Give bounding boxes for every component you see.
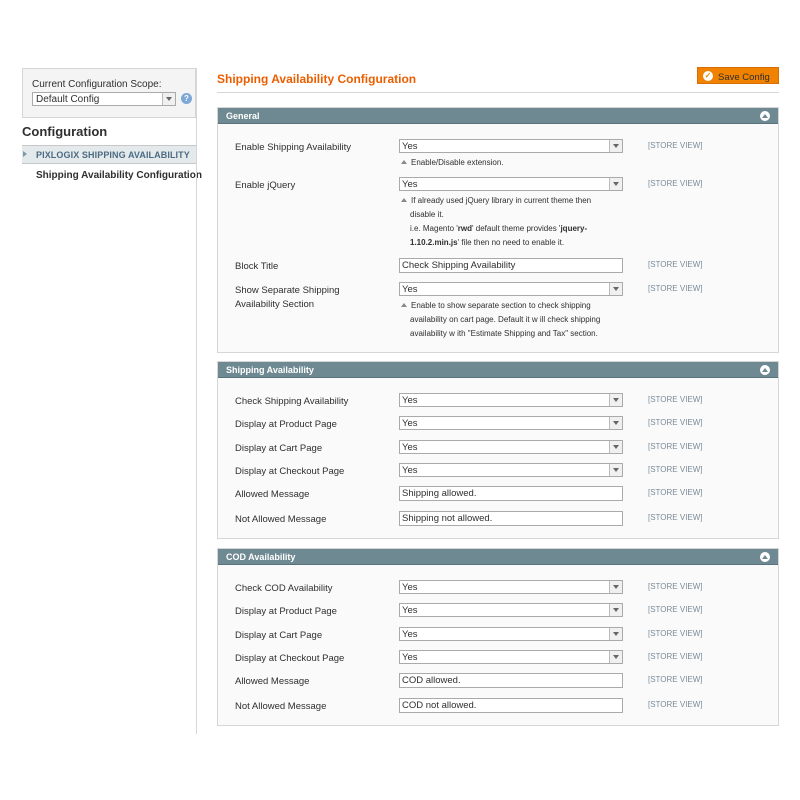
chevron-down-icon xyxy=(162,93,175,105)
field-label: Not Allowed Message xyxy=(235,701,327,712)
label-line: Availability Section xyxy=(235,299,315,310)
field-label xyxy=(235,284,340,312)
save-config-label: Save Config xyxy=(718,72,770,83)
field-label: Not Allowed Message xyxy=(235,514,327,525)
note-bold: jquery- xyxy=(560,224,588,233)
field-label: Display at Cart Page xyxy=(235,630,323,641)
store-view-scope: [STORE VIEW] xyxy=(648,141,703,150)
note-text: Enable to show separate section to check shipping xyxy=(411,301,591,310)
input-value: COD not allowed. xyxy=(402,700,477,711)
sidebar-border xyxy=(196,68,197,734)
select-value: Yes xyxy=(402,465,418,476)
store-view-scope: [STORE VIEW] xyxy=(648,284,703,293)
store-view-scope: [STORE VIEW] xyxy=(648,700,703,709)
field-label: Enable jQuery xyxy=(235,180,296,191)
sidebar-item-shipping-availability-configuration[interactable]: Shipping Availability Configuration xyxy=(36,170,202,181)
field-label: Enable Shipping Availability xyxy=(235,142,352,153)
note-text: disable it. xyxy=(410,210,444,219)
section-title: General xyxy=(226,111,260,121)
scope-select-value: Default Config xyxy=(36,94,100,105)
field-note xyxy=(401,156,621,170)
field-note xyxy=(401,194,621,250)
store-view-scope: [STORE VIEW] xyxy=(648,675,703,684)
field-label: Display at Checkout Page xyxy=(235,466,345,477)
collapse-icon[interactable] xyxy=(760,365,770,375)
select-value: Yes xyxy=(402,284,418,295)
display-product-page-select[interactable] xyxy=(399,416,623,430)
save-config-button[interactable] xyxy=(697,67,779,84)
allowed-message-input[interactable] xyxy=(399,486,623,501)
sidebar-title: Configuration xyxy=(22,124,108,139)
enable-jquery-select[interactable] xyxy=(399,177,623,191)
field-label: Allowed Message xyxy=(235,676,310,687)
input-value: Check Shipping Availability xyxy=(402,260,516,271)
not-allowed-message-input[interactable] xyxy=(399,511,623,526)
help-icon[interactable]: ? xyxy=(181,93,192,104)
chevron-down-icon xyxy=(609,464,622,476)
note-text: availability on cart page. Default it w ill check shipping xyxy=(410,315,601,324)
section-title: Shipping Availability xyxy=(226,365,314,375)
note-text: ' default theme provides ' xyxy=(472,224,561,233)
triangle-up-icon xyxy=(401,303,407,307)
chevron-down-icon xyxy=(609,651,622,663)
store-view-scope: [STORE VIEW] xyxy=(648,582,703,591)
note-text: Enable/Disable extension. xyxy=(411,158,504,167)
store-view-scope: [STORE VIEW] xyxy=(648,488,703,497)
select-value: Yes xyxy=(402,179,418,190)
store-view-scope: [STORE VIEW] xyxy=(648,652,703,661)
cod-display-checkout-page-select[interactable] xyxy=(399,650,623,664)
field-label: Allowed Message xyxy=(235,489,310,500)
input-value: Shipping allowed. xyxy=(402,488,477,499)
field-label: Check Shipping Availability xyxy=(235,396,349,407)
triangle-up-icon xyxy=(401,198,407,202)
store-view-scope: [STORE VIEW] xyxy=(648,629,703,638)
section-cod-availability xyxy=(217,548,779,726)
triangle-right-icon xyxy=(23,151,27,157)
note-text: ' file then no need to enable it. xyxy=(457,238,565,247)
check-icon: ✓ xyxy=(704,71,712,80)
section-shipping-availability xyxy=(217,361,779,539)
cod-display-product-page-select[interactable] xyxy=(399,603,623,617)
field-label: Block Title xyxy=(235,261,279,272)
field-note xyxy=(401,299,621,341)
note-text: availability w ith "Estimate Shipping and Tax" section. xyxy=(410,329,598,338)
page-title: Shipping Availability Configuration xyxy=(217,72,417,86)
select-value: Yes xyxy=(402,582,418,593)
chevron-down-icon xyxy=(609,604,622,616)
title-divider xyxy=(217,92,779,93)
section-general xyxy=(217,107,779,353)
note-bold: 1.10.2.min.js xyxy=(410,238,458,247)
select-value: Yes xyxy=(402,652,418,663)
store-view-scope: [STORE VIEW] xyxy=(648,395,703,404)
field-label: Check COD Availability xyxy=(235,583,333,594)
chevron-down-icon xyxy=(609,417,622,429)
note-bold: rwd xyxy=(457,224,473,233)
input-value: COD allowed. xyxy=(402,675,461,686)
field-label: Display at Cart Page xyxy=(235,443,323,454)
store-view-scope: [STORE VIEW] xyxy=(648,605,703,614)
field-label: Display at Checkout Page xyxy=(235,653,345,664)
chevron-down-icon xyxy=(609,441,622,453)
enable-shipping-availability-select[interactable] xyxy=(399,139,623,153)
section-cod-availability-header[interactable] xyxy=(218,549,778,565)
triangle-up-icon xyxy=(401,160,407,164)
cod-allowed-message-input[interactable] xyxy=(399,673,623,688)
store-view-scope: [STORE VIEW] xyxy=(648,179,703,188)
collapse-icon[interactable] xyxy=(760,111,770,121)
store-view-scope: [STORE VIEW] xyxy=(648,513,703,522)
check-shipping-availability-select[interactable] xyxy=(399,393,623,407)
cod-display-cart-page-select[interactable] xyxy=(399,627,623,641)
chevron-down-icon xyxy=(609,140,622,152)
scope-label: Current Configuration Scope: xyxy=(32,79,162,90)
chevron-down-icon xyxy=(609,283,622,295)
field-label: Display at Product Page xyxy=(235,606,337,617)
note-text: i.e. Magento ' xyxy=(410,224,458,233)
select-value: Yes xyxy=(402,442,418,453)
display-cart-page-select[interactable] xyxy=(399,440,623,454)
check-cod-availability-select[interactable] xyxy=(399,580,623,594)
field-label: Display at Product Page xyxy=(235,419,337,430)
chevron-down-icon xyxy=(609,394,622,406)
show-separate-section-select[interactable] xyxy=(399,282,623,296)
label-line: Show Separate Shipping xyxy=(235,285,340,296)
select-value: Yes xyxy=(402,629,418,640)
note-text: If already used jQuery library in current theme then xyxy=(411,196,592,205)
store-view-scope: [STORE VIEW] xyxy=(648,465,703,474)
display-checkout-page-select[interactable] xyxy=(399,463,623,477)
section-general-header[interactable] xyxy=(218,108,778,124)
store-view-scope: [STORE VIEW] xyxy=(648,418,703,427)
store-view-scope: [STORE VIEW] xyxy=(648,442,703,451)
section-title: COD Availability xyxy=(226,552,296,562)
chevron-down-icon xyxy=(609,581,622,593)
chevron-down-icon xyxy=(609,178,622,190)
input-value: Shipping not allowed. xyxy=(402,513,493,524)
section-shipping-availability-header[interactable] xyxy=(218,362,778,378)
select-value: Yes xyxy=(402,395,418,406)
sidebar-group-pixlogix[interactable] xyxy=(22,146,196,164)
cod-not-allowed-message-input[interactable] xyxy=(399,698,623,713)
select-value: Yes xyxy=(402,418,418,429)
block-title-input[interactable] xyxy=(399,258,623,273)
collapse-icon[interactable] xyxy=(760,552,770,562)
sidebar-group-label: PIXLOGIX SHIPPING AVAILABILITY xyxy=(36,150,190,160)
scope-select[interactable] xyxy=(32,92,176,106)
select-value: Yes xyxy=(402,605,418,616)
select-value: Yes xyxy=(402,141,418,152)
scope-switcher-box xyxy=(22,68,196,118)
store-view-scope: [STORE VIEW] xyxy=(648,260,703,269)
chevron-down-icon xyxy=(609,628,622,640)
